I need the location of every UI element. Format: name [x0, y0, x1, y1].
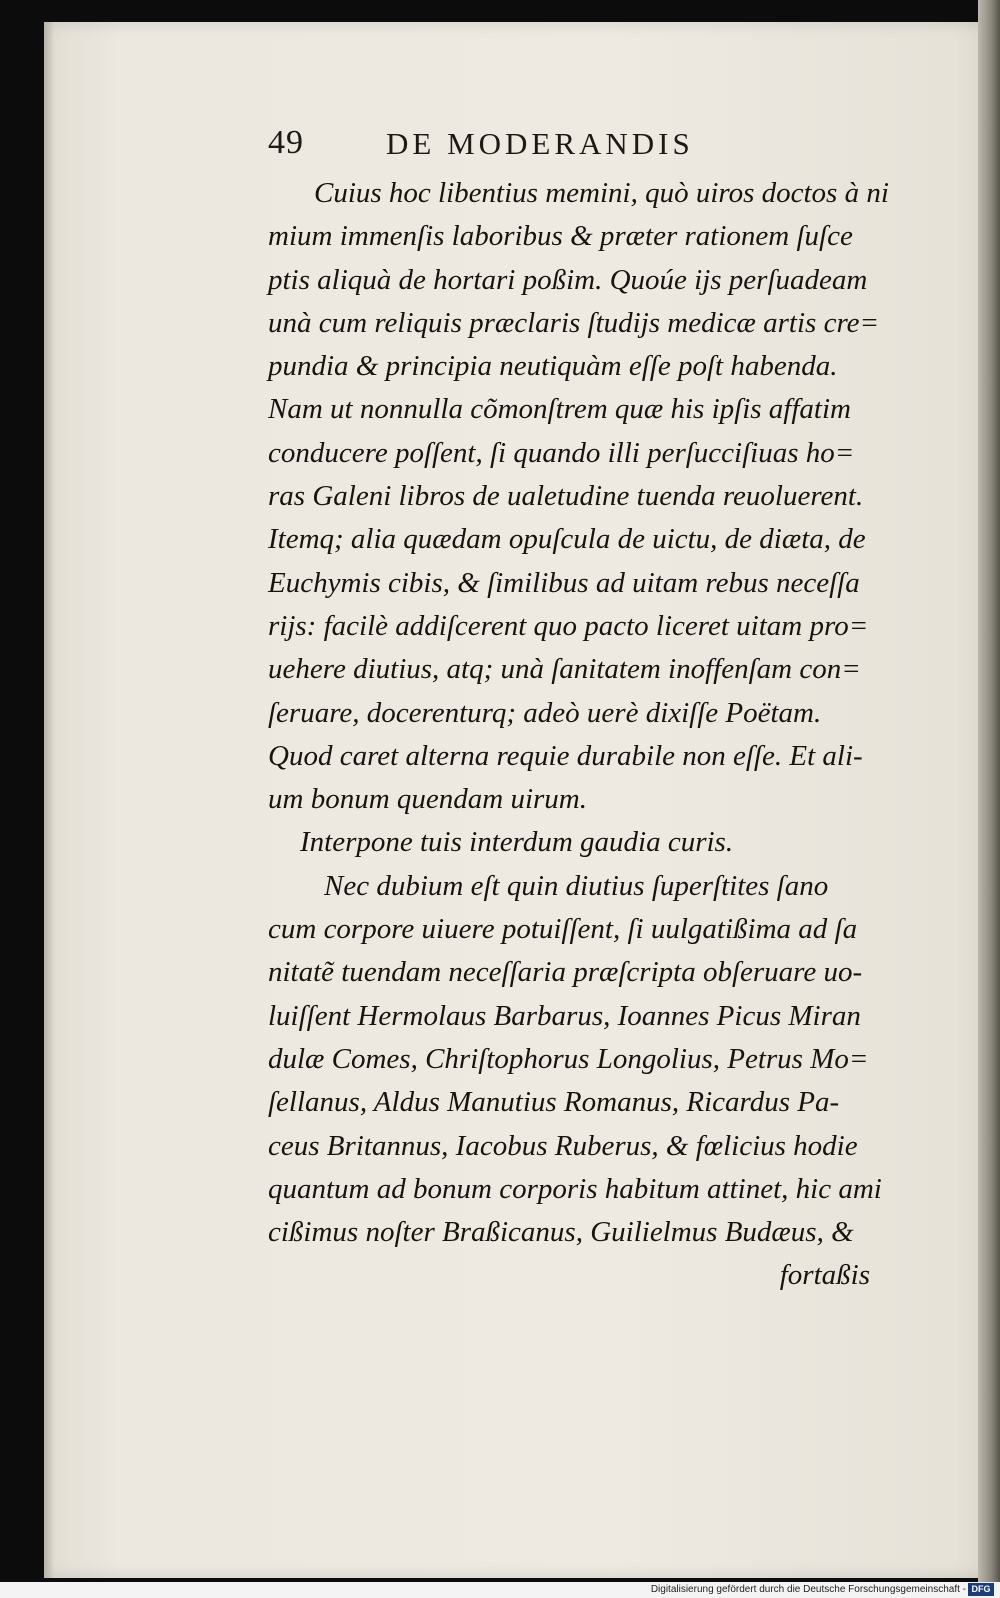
text-line: ptis aliquà de hortari poßim. Quoúe ijs perſuadeam [268, 263, 868, 296]
page-gutter-shadow [44, 22, 54, 1578]
text-line: nitatẽ tuendam neceſſaria præſcripta obſeruare uo- [268, 956, 863, 989]
text-line: cum corpore uiuere potuiſſent, ſi uulgatißima ad ſa [268, 913, 858, 946]
running-title: DE MODERANDIS [386, 126, 694, 161]
folio-number: 49 [268, 124, 304, 161]
text-line: Itemq; alia quædam opuſcula de uictu, de diæta, de [268, 523, 866, 556]
text-line: dulæ Comes, Chriſtophorus Longolius, Petrus Mo= [268, 1042, 869, 1075]
text-line: ſeruare, docerenturq; adeò uerè dixiſſe Poëtam. [268, 696, 822, 729]
text-line: Nam ut nonnulla cõmonſtrem quæ his ipſis affatim [268, 393, 851, 426]
verse-line: Interpone tuis interdum gaudia curis. [300, 826, 734, 859]
catchword: fortaßis [779, 1259, 870, 1292]
text-line: quantum ad bonum corporis habitum attinet, hic ami [268, 1172, 882, 1205]
text-line: unà cum reliquis præclaris ſtudijs medicæ artis cre= [268, 306, 880, 339]
text-line: ſellanus, Aldus Manutius Romanus, Ricardus Pa- [268, 1086, 840, 1119]
text-line: conducere poſſent, ſi quando illi perſucciſiuas ho= [268, 436, 855, 469]
text-line: ceus Britannus, Iacobus Ruberus, & fœlicius hodie [268, 1129, 858, 1162]
text-line: Cuius hoc libentius memini, quò uiros doctos à ni [314, 177, 889, 209]
text-line: cißimus noſter Braßicanus, Guilielmus Budæus, & [268, 1216, 854, 1249]
text-line: ras Galeni libros de ualetudine tuenda reuoluerent. [268, 480, 864, 513]
text-line: Quod caret alterna requie durabile non eſſe. Et ali- [268, 739, 863, 772]
text-line: mium immenſis laboribus & præter rationem ſuſce [268, 220, 853, 253]
text-line: um bonum quendam uirum. [268, 783, 587, 816]
text-line: pundia & principia neutiquàm eſſe poſt habenda. [268, 350, 838, 383]
text-line: uehere diutius, atq; unà ſanitatem inoffenſam con= [268, 653, 861, 686]
text-line: luiſſent Hermolaus Barbarus, Ioannes Picus Miran [268, 999, 861, 1032]
page-edge-stack [978, 0, 1000, 1598]
dfg-logo: DFG [968, 1583, 994, 1596]
body-text [268, 172, 889, 1298]
text-line: Euchymis cibis, & ſimilibus ad uitam rebus neceſſa [268, 566, 860, 599]
text-line: Nec dubium eſt quin diutius ſuperſtites ſano [324, 869, 829, 902]
digitization-credit: Digitalisierung gefördert durch die Deutsche Forschungsgemeinschaft - [650, 1584, 966, 1595]
page-header [268, 124, 868, 168]
text-line: rijs: facilè addiſcerent quo pacto liceret uitam pro= [268, 609, 869, 642]
